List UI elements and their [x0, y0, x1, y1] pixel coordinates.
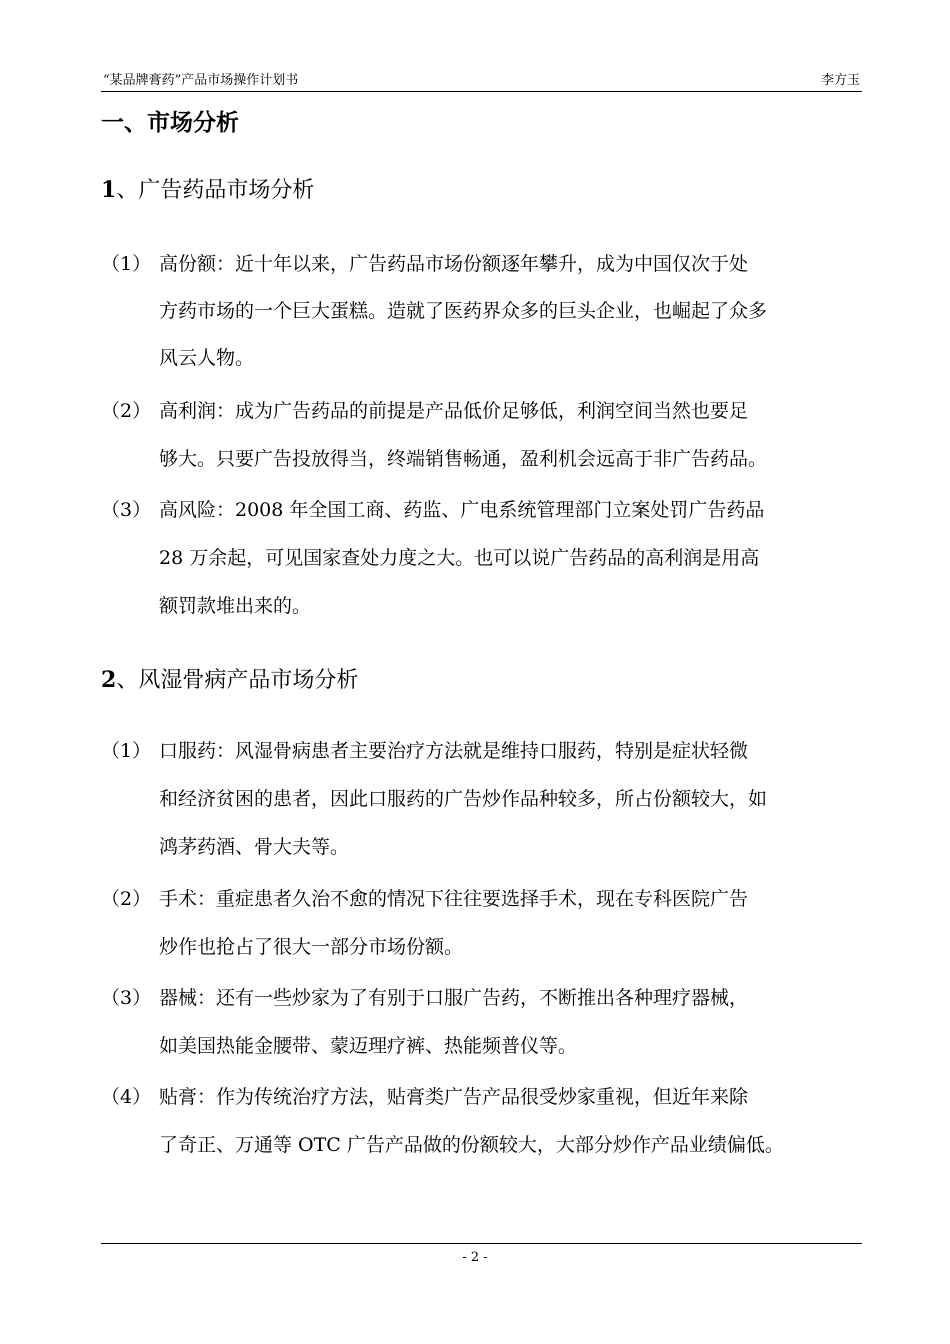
- item-line: 高利润：成为广告药品的前提是产品低价足够低，利润空间当然也要足: [159, 400, 749, 422]
- item-line: 够大。只要广告投放得当，终端销售畅通，盈利机会远高于非广告药品。: [159, 448, 768, 470]
- item-label: （1）: [101, 740, 152, 762]
- item-line: 方药市场的一个巨大蛋糕。造就了医药界众多的巨头企业，也崛起了众多: [159, 300, 768, 322]
- item-label: （3）: [101, 499, 152, 521]
- item-label: （1）: [101, 253, 152, 275]
- item-line: 如美国热能金腰带、蒙迈理疗裤、热能频普仪等。: [159, 1035, 578, 1057]
- item-label: （2）: [101, 888, 152, 910]
- item-label: （4）: [101, 1086, 152, 1108]
- item-label: （3）: [101, 987, 152, 1009]
- page-number: - 2 -: [462, 1250, 488, 1265]
- page-header: [101, 69, 862, 92]
- item-line: 高风险：2008 年全国工商、药监、广电系统管理部门立案处罚广告药品: [159, 499, 765, 521]
- item-line: 贴膏：作为传统治疗方法，贴膏类广告产品很受炒家重视，但近年来除: [159, 1086, 749, 1108]
- item-line: 了奇正、万通等 OTC 广告产品做的份额较大，大部分炒作产品业绩偏低。: [159, 1134, 784, 1156]
- header-author: 李方玉: [820, 73, 860, 88]
- item-line: 风云人物。: [159, 347, 255, 369]
- subsection-heading-2: [101, 663, 358, 694]
- item-line: 器械：还有一些炒家为了有别于口服广告药，不断推出各种理疗器械，: [159, 987, 749, 1009]
- item-line: 炒作也抢占了很大一部分市场份额。: [159, 936, 464, 958]
- subsection-number: 2: [101, 667, 117, 693]
- subsection-heading-1: [101, 173, 314, 204]
- header-title: “某品牌膏药”产品市场操作计划书: [103, 73, 299, 88]
- item-line: 额罚款堆出来的。: [159, 595, 312, 617]
- footer-divider: [101, 1243, 862, 1244]
- item-line: 口服药：风湿骨病患者主要治疗方法就是维持口服药，特别是症状轻微: [159, 740, 749, 762]
- section-heading: 一、市场分析: [101, 110, 239, 136]
- item-line: 和经济贫困的患者，因此口服药的广告炒作品种较多，所占份额较大，如: [159, 788, 768, 810]
- subsection-title: 、广告药品市场分析: [116, 178, 315, 203]
- subsection-title: 、风湿骨病产品市场分析: [116, 668, 359, 693]
- item-label: （2）: [101, 400, 152, 422]
- item-line: 28 万余起，可见国家查处力度之大。也可以说广告药品的高利润是用高: [159, 547, 760, 569]
- item-line: 手术：重症患者久治不愈的情况下往往要选择手术，现在专科医院广告: [159, 888, 749, 910]
- item-line: 高份额：近十年以来，广告药品市场份额逐年攀升，成为中国仅次于处: [159, 253, 749, 275]
- item-line: 鸿茅药酒、骨大夫等。: [159, 836, 350, 858]
- subsection-number: 1: [101, 177, 117, 203]
